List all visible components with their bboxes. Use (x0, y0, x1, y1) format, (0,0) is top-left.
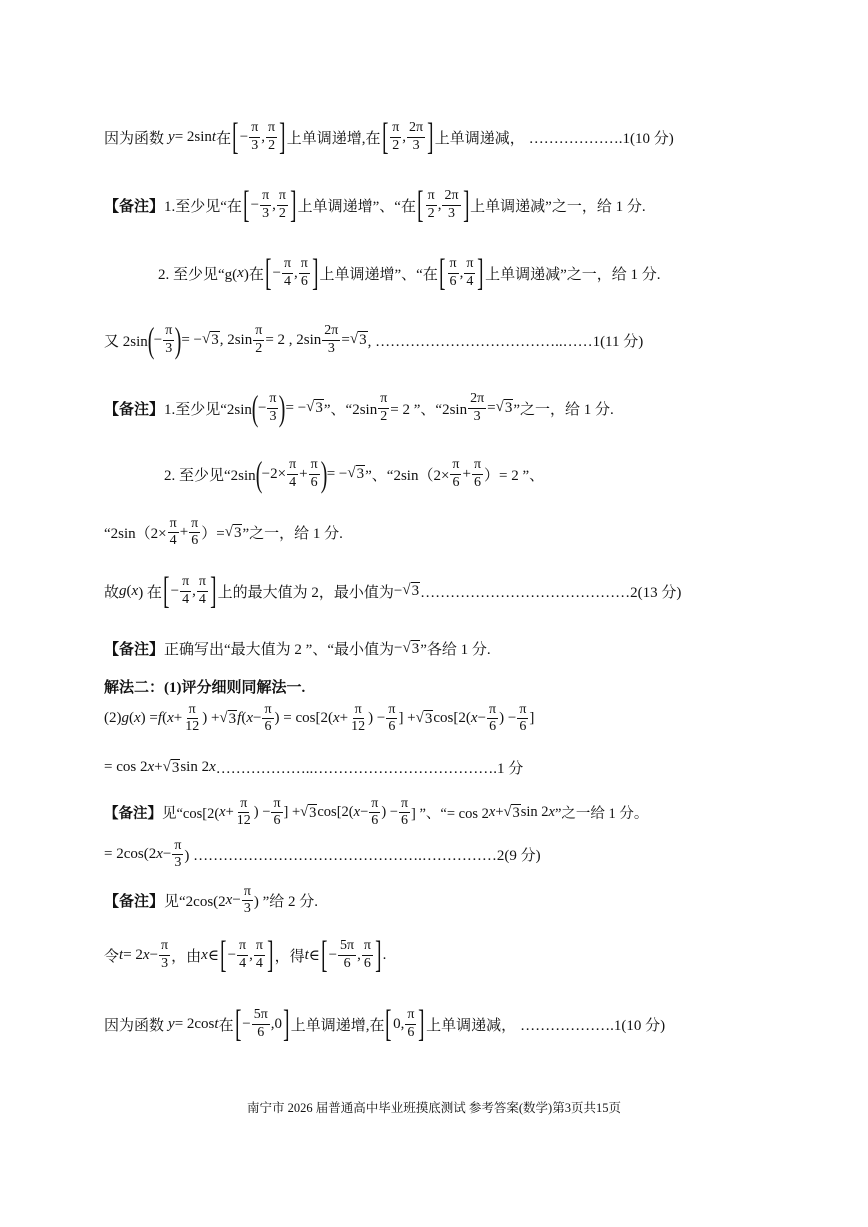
comma: , (437, 196, 442, 213)
var-f: f (157, 710, 163, 727)
text: )在 (243, 266, 264, 283)
minus: − (257, 399, 267, 416)
method-two-heading (104, 676, 305, 697)
text: 故 (104, 584, 120, 601)
text: + (462, 465, 471, 482)
text: ”之一，给 1 分. (513, 401, 614, 418)
fraction: $\frac{2\pi}{3}$ (324, 323, 339, 356)
fraction: $\frac{\pi}{3}$ (165, 323, 173, 356)
minus: − (250, 196, 260, 213)
text: 上单调递增”、“在 (319, 266, 438, 283)
text: ）= (201, 526, 225, 543)
solution-line-cos-form: = 2cos(2 x − $\frac{\pi}{3}$ ) ……………………………………….……………2(9 分) (104, 838, 541, 871)
paren: ) (175, 320, 182, 360)
minus: − (394, 640, 403, 656)
var-t: t (211, 128, 217, 145)
text: 因为函数 (104, 130, 165, 147)
solution-line-g-definition: (2) g ( x ) = f ( x + $\frac{\pi}{12}$ ) + √ 3 f ( x − $\frac{\pi}{6}$ ) = cos[2( x + $\frac{\pi}{12}$ ) − $\frac{\pi}{6}$ ] + √ 3 cos[2( x − $\frac{\pi}{6}$ ) − $\frac{\pi}{6}$ ] (104, 702, 535, 735)
bracket: [ (417, 184, 424, 226)
fraction: $\frac{5\pi}{6}$ (340, 938, 355, 971)
sqrt: √ 3 (162, 758, 180, 776)
remark-line-6 (104, 638, 491, 659)
text: 上单调递减， (434, 130, 525, 147)
remark-line-3 (104, 390, 614, 426)
fraction: $\frac{\pi}{4}$ (466, 256, 474, 289)
fraction: $\frac{\pi}{6}$ (273, 796, 281, 829)
sqrt: √ 3 (495, 399, 513, 416)
zero: 0 (274, 1015, 283, 1032)
bracket: ] (477, 252, 484, 294)
comma: , (261, 128, 266, 145)
fraction: $\frac{\pi}{3}$ (269, 391, 277, 424)
fraction: $\frac{\pi}{6}$ (388, 702, 396, 735)
remark-label: 【备注】 (104, 198, 165, 215)
fraction: $\frac{\pi}{6}$ (371, 796, 379, 829)
bracket: [ (220, 934, 227, 976)
sqrt: √ 3 (306, 399, 323, 416)
text: ”各给 1 分. (420, 642, 491, 658)
heading-text: 解法二：(1)评分细则同解法一. (104, 680, 306, 696)
fraction: $\frac{\pi}{6}$ (264, 702, 272, 735)
text: ”、“2sin（2× (365, 467, 450, 484)
bracket: ] (210, 570, 217, 612)
fraction: $\frac{\pi}{2}$ (392, 120, 400, 153)
var-y: y (168, 128, 175, 145)
paren: ( (255, 454, 262, 494)
fraction: $\frac{\pi}{4}$ (182, 574, 190, 607)
paren: ) (279, 388, 286, 428)
minus: − (393, 582, 403, 599)
text: 1.至少见“在 (164, 198, 242, 215)
paren: ( (147, 320, 155, 360)
comma: , (400, 1015, 405, 1032)
paren: ) (320, 454, 328, 494)
fraction: $\frac{\pi}{3}$ (174, 838, 182, 871)
sqrt: √ 3 (219, 709, 237, 727)
text: 上单调递增,在 (286, 130, 381, 147)
sqrt: √ 3 (224, 523, 242, 541)
remark-label: 【备注】 (104, 401, 165, 418)
text: = − (181, 331, 202, 348)
sqrt: √ 3 (402, 639, 420, 657)
text: 2. 至少见“2sin (164, 467, 256, 484)
solution-line-substitution: 令 t = 2 x − $\frac{\pi}{3}$ ，由 x ∈ [ − $\frac{\pi}{4}$ , $\frac{\pi}{4}$ ] ，得 t ∈ [ − $\frac{5\pi}{6}$ , $\frac{\pi}{6}$ ] . (104, 934, 387, 976)
bracket: [ (232, 116, 239, 158)
fraction: $\frac{\pi}{6}$ (407, 1007, 415, 1040)
text: 又 2sin (104, 333, 148, 350)
minus: − (227, 946, 237, 963)
text: −2× (261, 465, 287, 482)
comma: , (270, 1015, 275, 1032)
minus: − (239, 128, 249, 145)
fraction: $\frac{2\pi}{3}$ (444, 188, 459, 221)
remark-line-5 (104, 516, 343, 549)
comma: , (459, 264, 464, 281)
score-marker: , ………………………………..……1(11 分) (367, 333, 644, 350)
sqrt: √ 3 (300, 803, 317, 821)
remark-line-8: 【备注】 见“2cos(2 x − $\frac{\pi}{3}$ ) ”给 2 分. (104, 884, 319, 917)
minus: − (272, 264, 281, 281)
score-marker: ) ……………………………………….……………2(9 分) (184, 848, 541, 865)
minus: − (328, 946, 338, 963)
minus: − (170, 582, 180, 599)
text: + (299, 465, 308, 482)
text: 1.至少见“2sin (164, 401, 252, 418)
score-marker: ……………….1(10 分) (528, 130, 674, 147)
remark-label: 【备注】 (104, 642, 165, 658)
zero: 0 (393, 1015, 401, 1032)
text: + (179, 524, 189, 541)
text: “2sin（2× (104, 526, 167, 543)
bracket: ] (267, 934, 274, 976)
bracket: ] (312, 252, 319, 294)
fraction: $\frac{\pi}{3}$ (251, 120, 259, 153)
var-x: x (237, 264, 244, 281)
bracket: ] (427, 116, 434, 158)
fraction: $\frac{\pi}{12}$ (185, 702, 200, 735)
minus: − (153, 331, 163, 348)
fraction: $\frac{\pi}{12}$ (236, 796, 251, 829)
fraction: $\frac{\pi}{4}$ (198, 574, 206, 607)
fraction: $\frac{\pi}{4}$ (169, 516, 177, 549)
fraction: $\frac{\pi}{6}$ (400, 796, 409, 829)
remark-line-1 (104, 186, 646, 224)
fraction: $\frac{\pi}{3}$ (262, 188, 270, 221)
solution-line-monotonic-sin (104, 118, 674, 156)
solution-line-extrema: 故 g ( x ) 在 [ − $\frac{\pi}{4}$ , $\frac{\pi}{4}$ ] 上的最大值为 2，最小值为 − √ 3 ……………………………………2(13 分) (104, 570, 682, 612)
fraction: $\frac{\pi}{2}$ (255, 323, 263, 356)
text: 在 (216, 130, 232, 147)
fraction: $\frac{\pi}{6}$ (310, 457, 318, 490)
text: 上单调递增”、“在 (297, 198, 416, 215)
fraction: $\frac{2\pi}{3}$ (470, 391, 485, 424)
text: = − (326, 465, 348, 482)
bracket: ] (283, 1003, 290, 1045)
bracket: [ (234, 1003, 242, 1045)
remark-line-7: 【备注】 见“cos[2( x + $\frac{\pi}{12}$ ) − $\frac{\pi}{6}$ ] + √ 3 cos[2( x − $\frac{\pi}{6}$ ) − $\frac{\pi}{6}$ ] ”、“= cos 2 x + √ 3 sin 2 x ”之一给 1 分。 (104, 796, 649, 829)
fraction: $\frac{5\pi}{6}$ (253, 1007, 268, 1040)
bracket: [ (163, 570, 170, 612)
solution-line-simplify: = cos 2 x + √ 3 sin 2 x ………………..……………………………….1 分 (104, 758, 524, 777)
comma: , (249, 946, 253, 963)
solution-line-values (104, 322, 643, 358)
var-g: g (119, 582, 127, 599)
text: = (487, 399, 496, 416)
remark-label: 【备注】 (104, 894, 165, 911)
text: = 2sin (174, 128, 212, 145)
fraction: $\frac{\pi}{6}$ (300, 256, 308, 289)
comma: , (402, 128, 407, 145)
bracket: [ (321, 934, 328, 976)
var-x: x (131, 582, 139, 599)
bracket: [ (243, 184, 250, 226)
solution-line-monotonic-cos: 因为函数 y = 2cos t 在 [ − $\frac{5\pi}{6}$ , 0 ] 上单调递增,在 [ 0 , $\frac{\pi}{6}$ ] 上单调递减， ……………….1(10 分) (104, 1003, 666, 1045)
var-g: g (121, 710, 129, 727)
bracket: [ (385, 1003, 392, 1045)
fraction: $\frac{\pi}{2}$ (380, 391, 388, 424)
score-marker: ………………..……………………………….1 分 (215, 761, 524, 777)
fraction: $\frac{\pi}{6}$ (191, 516, 199, 549)
fraction: $\frac{\pi}{6}$ (449, 256, 457, 289)
fraction: $\frac{\pi}{4}$ (283, 256, 292, 289)
text: 上单调递减”之一，给 1 分. (485, 266, 661, 283)
text: 上单调递减”之一，给 1 分. (470, 198, 646, 215)
fraction: $\frac{\pi}{3}$ (161, 938, 169, 971)
comma: , (272, 196, 276, 213)
fraction: $\frac{\pi}{6}$ (452, 457, 460, 490)
text: = (341, 331, 350, 348)
page-footer: 南宁市 2026 届普通高中毕业班摸底测试 参考答案(数学)第3页共15页 (247, 1101, 621, 1115)
text: , 2sin (219, 331, 253, 348)
remark-line-2 (158, 254, 660, 292)
fraction: $\frac{\pi}{4}$ (289, 457, 297, 490)
sqrt: √ 3 (347, 465, 365, 482)
sqrt: √ 3 (415, 709, 433, 727)
sqrt: √ 3 (201, 331, 219, 348)
fraction: $\frac{\pi}{6}$ (363, 938, 371, 971)
text: ）= 2 ”、 (484, 467, 545, 484)
text: 上的最大值为 2，最小值为 (217, 584, 394, 601)
text: 正确写出“最大值为 2 ”、“最小值为 (164, 642, 394, 658)
bracket: [ (381, 116, 389, 158)
bracket: [ (264, 252, 272, 294)
comma: , (192, 582, 196, 599)
fraction: $\frac{\pi}{2}$ (427, 188, 435, 221)
fraction: $\frac{\pi}{12}$ (351, 702, 366, 735)
bracket: ] (279, 116, 286, 158)
fraction: $\frac{\pi}{6}$ (473, 457, 482, 490)
remark-label: 【备注】 (104, 806, 162, 823)
fraction: $\frac{\pi}{6}$ (519, 702, 527, 735)
sqrt: √ 3 (349, 331, 367, 348)
fraction: $\frac{\pi}{6}$ (489, 702, 497, 735)
minus: − (242, 1015, 251, 1032)
comma: , (357, 946, 361, 963)
bracket: ] (462, 184, 470, 226)
fraction: $\frac{\pi}{2}$ (268, 120, 276, 153)
text: = − (285, 399, 307, 416)
paren: ( (251, 388, 259, 428)
remark-line-4 (164, 456, 544, 492)
fraction: $\frac{2\pi}{3}$ (409, 120, 424, 153)
sqrt: √ 3 (402, 582, 420, 599)
fraction: $\frac{\pi}{4}$ (239, 938, 247, 971)
sqrt: √ 3 (503, 803, 520, 821)
text: 2. 至少见“g( (158, 266, 238, 283)
score-marker: ……………….1(10 分) (520, 1017, 666, 1034)
fraction: $\frac{\pi}{2}$ (278, 188, 286, 221)
bracket: [ (439, 252, 446, 294)
fraction: $\frac{\pi}{4}$ (255, 938, 263, 971)
score-marker: ……………………………………2(13 分) (420, 584, 682, 601)
comma: , (294, 264, 298, 281)
fraction: $\frac{\pi}{3}$ (243, 884, 251, 917)
text: ”之一，给 1 分. (242, 526, 343, 543)
text: ”、“2sin (323, 401, 378, 418)
bracket: ] (375, 934, 382, 976)
text: = 2 , 2sin (265, 331, 322, 348)
bracket: ] (290, 184, 297, 226)
text: = 2 ”、“2sin (390, 401, 468, 418)
bracket: ] (418, 1003, 425, 1045)
